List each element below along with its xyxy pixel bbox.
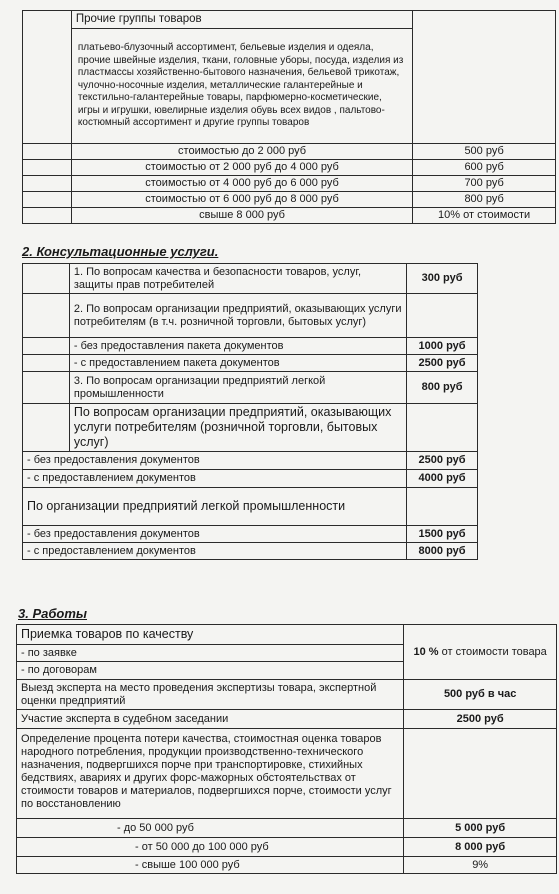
work-sub-label: - свыше 100 000 руб	[17, 857, 404, 874]
consulting-table	[22, 263, 478, 560]
price-row-value: 10% от стоимости	[413, 208, 556, 224]
service-sub-label: - с предоставлением документов	[23, 543, 407, 560]
work-sub-label: - от 50 000 до 100 000 руб	[17, 838, 404, 857]
service-price: 1000 руб	[407, 338, 478, 355]
work-price-text: от стоимости товара	[441, 645, 547, 658]
work-sub-label: - по заявке	[17, 645, 404, 662]
service-price: 8000 руб	[407, 543, 478, 560]
section-heading-works: 3. Работы	[18, 606, 88, 621]
service-label: По вопросам организации предприятий, оказывающих услуги потребителям (розничной торговли, бытовых услуг)	[69, 404, 406, 452]
price-row-value: 500 руб	[413, 144, 556, 160]
work-label: Выезд эксперта на место проведения экспертизы товара, экспертной оценки предприятий	[17, 680, 404, 710]
service-sub-label: - с предоставлением документов	[23, 470, 407, 488]
service-price: 4000 руб	[407, 470, 478, 488]
service-sub-label: - без предоставления документов	[23, 526, 407, 543]
work-price	[404, 625, 557, 680]
group-title: Прочие группы товаров	[71, 11, 412, 29]
service-sub-label: - без предоставления документов	[23, 452, 407, 470]
price-row-label: стоимостью до 2 000 руб	[71, 144, 412, 160]
service-label: 1. По вопросам качества и безопасности товаров, услуг, защиты прав потребителей	[69, 264, 406, 294]
price-row-value: 800 руб	[413, 192, 556, 208]
service-price: 800 руб	[407, 372, 478, 404]
work-price-percent: 10 %	[413, 645, 439, 658]
group-description: платьево-блузочный ассортимент, бельевые изделия и одеяла, прочие швейные изделия, ткани, головные уборы, посуда, изделия из пластмассы хозяйственно-бытового назначения, бельевой трикотаж, чулочно-носочные изделия, металлические галантерейные и текстильно-галантерейные товары, парфюмерно-косметические, игры и игрушки, ювелирные изделия обувь всех видов , пальтово-костюмный ассортимент и другие группы товаров	[71, 29, 412, 144]
service-label: 3. По вопросам организации предприятий легкой промышленности	[69, 372, 406, 404]
work-price: 500 руб в час	[404, 680, 557, 710]
price-row-label: стоимостью от 2 000 руб до 4 000 руб	[71, 160, 412, 176]
work-sub-label: - по договорам	[17, 662, 404, 680]
other-goods-table	[22, 10, 556, 224]
works-table	[16, 624, 557, 874]
price-row-value: 600 руб	[413, 160, 556, 176]
service-sub-label: - без предоставления пакета документов	[69, 338, 406, 355]
price-row-value: 700 руб	[413, 176, 556, 192]
price-row-label: стоимостью от 4 000 руб до 6 000 руб	[71, 176, 412, 192]
price-row-label: свыше 8 000 руб	[71, 208, 412, 224]
work-price: 8 000 руб	[404, 838, 557, 857]
service-price: 300 руб	[407, 264, 478, 294]
work-label: Участие эксперта в судебном заседании	[17, 710, 404, 729]
service-label: 2. По вопросам организации предприятий, оказывающих услуги потребителям (в т.ч. розничной торговли, бытовых услуг)	[69, 294, 406, 338]
service-price: 2500 руб	[407, 452, 478, 470]
work-label: Приемка товаров по качеству	[17, 625, 404, 645]
work-price: 5 000 руб	[404, 819, 557, 838]
work-price: 2500 руб	[404, 710, 557, 729]
service-price: 2500 руб	[407, 355, 478, 372]
work-label: Определение процента потери качества, стоимостная оценка товаров народного потребления, продукции производственно-технического назначения, подвергшихся порче при транспортировке, стихийных бедствиях, авариях и других форс-мажорных обстоятельствах от стоимости товаров и материалов, подвергшихся порче, стоимости услуг по восстановлению	[17, 729, 404, 819]
service-price: 1500 руб	[407, 526, 478, 543]
section-heading-consulting: 2. Консультационные услуги.	[22, 244, 219, 259]
work-price: 9%	[404, 857, 557, 874]
service-sub-label: - с предоставлением пакета документов	[69, 355, 406, 372]
work-sub-label: - до 50 000 руб	[17, 819, 404, 838]
service-label: По организации предприятий легкой промышленности	[23, 488, 407, 526]
price-row-label: стоимостью от 6 000 руб до 8 000 руб	[71, 192, 412, 208]
